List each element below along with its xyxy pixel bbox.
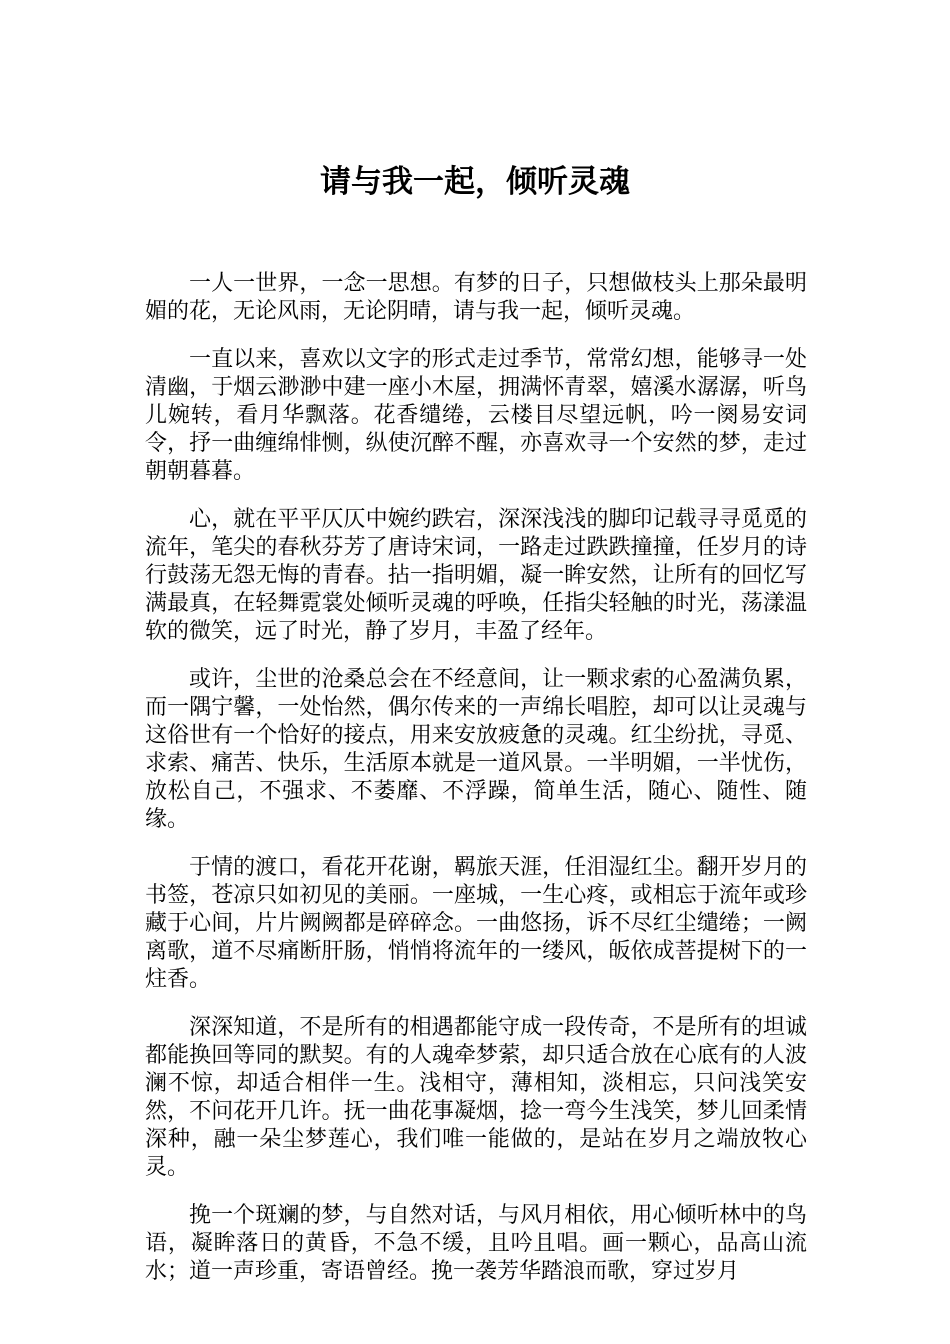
document-body (145, 270, 807, 1306)
paragraph: 挽一个斑斓的梦，与自然对话，与风月相依，用心倾听林中的鸟语，凝眸落日的黄昏，不急不缓，且吟且唱。画一颗心，品高山流水；道一声珍重，寄语曾经。挽一袭芳华踏浪而歌，穿过岁月 (145, 1203, 807, 1284)
paragraph: 一直以来，喜欢以文字的形式走过季节，常常幻想，能够寻一处清幽，于烟云渺渺中建一座小木屋，拥满怀青翠，嬉溪水潺潺，听鸟儿婉转，看月华飘落。花香缱绻，云楼目尽望远帆，吟一阕易安词令，抒一曲缠绵悱恻，纵使沉醉不醒，亦喜欢寻一个安然的梦，走过朝朝暮暮。 (145, 347, 807, 484)
paragraph: 深深知道，不是所有的相遇都能守成一段传奇，不是所有的坦诚都能换回等同的默契。有的人魂牵梦萦，却只适合放在心底有的人波澜不惊，却适合相伴一生。浅相守，薄相知，淡相忘，只问浅笑安然，不问花开几许。抚一曲花事凝烟，捻一弯今生浅笑，梦儿回柔情深种，融一朵尘梦莲心，我们唯一能做的，是站在岁月之端放牧心灵。 (145, 1015, 807, 1180)
paragraph: 一人一世界，一念一思想。有梦的日子，只想做枝头上那朵最明媚的花，无论风雨，无论阴晴，请与我一起，倾听灵魂。 (145, 271, 807, 324)
paragraph: 或许，尘世的沧桑总会在不经意间，让一颗求索的心盈满负累，而一隅宁馨，一处怡然，偶尔传来的一声绵长唱腔，却可以让灵魂与这俗世有一个恰好的接点，用来安放疲惫的灵魂。红尘纷扰，寻觅、求索、痛苦、快乐，生活原本就是一道风景。一半明媚，一半忧伤，放松自己，不强求、不萎靡、不浮躁，简单生活，随心、随性、随缘。 (145, 667, 807, 832)
paragraph: 于情的渡口，看花开花谢，羁旅天涯，任泪湿红尘。翻开岁月的书签，苍凉只如初见的美丽。一座城，一生心疼，或相忘于流年或珍藏于心间，片片阙阙都是碎碎念。一曲悠扬，诉不尽红尘缱绻；一阙离歌，道不尽痛断肝肠，悄悄将流年的一缕风，皈依成菩提树下的一炷香。 (145, 855, 807, 992)
document-title: 请与我一起，倾听灵魂 (320, 164, 630, 200)
paragraph: 心，就在平平仄仄中婉约跌宕，深深浅浅的脚印记载寻寻觅觅的流年，笔尖的春秋芬芳了唐诗宋词，一路走过跌跌撞撞，任岁月的诗行鼓荡无怨无悔的青春。拈一指明媚，凝一眸安然，让所有的回忆写满最真，在轻舞霓裳处倾听灵魂的呼唤，任指尖轻触的时光，荡漾温软的微笑，远了时光，静了岁月，丰盈了经年。 (145, 507, 807, 644)
